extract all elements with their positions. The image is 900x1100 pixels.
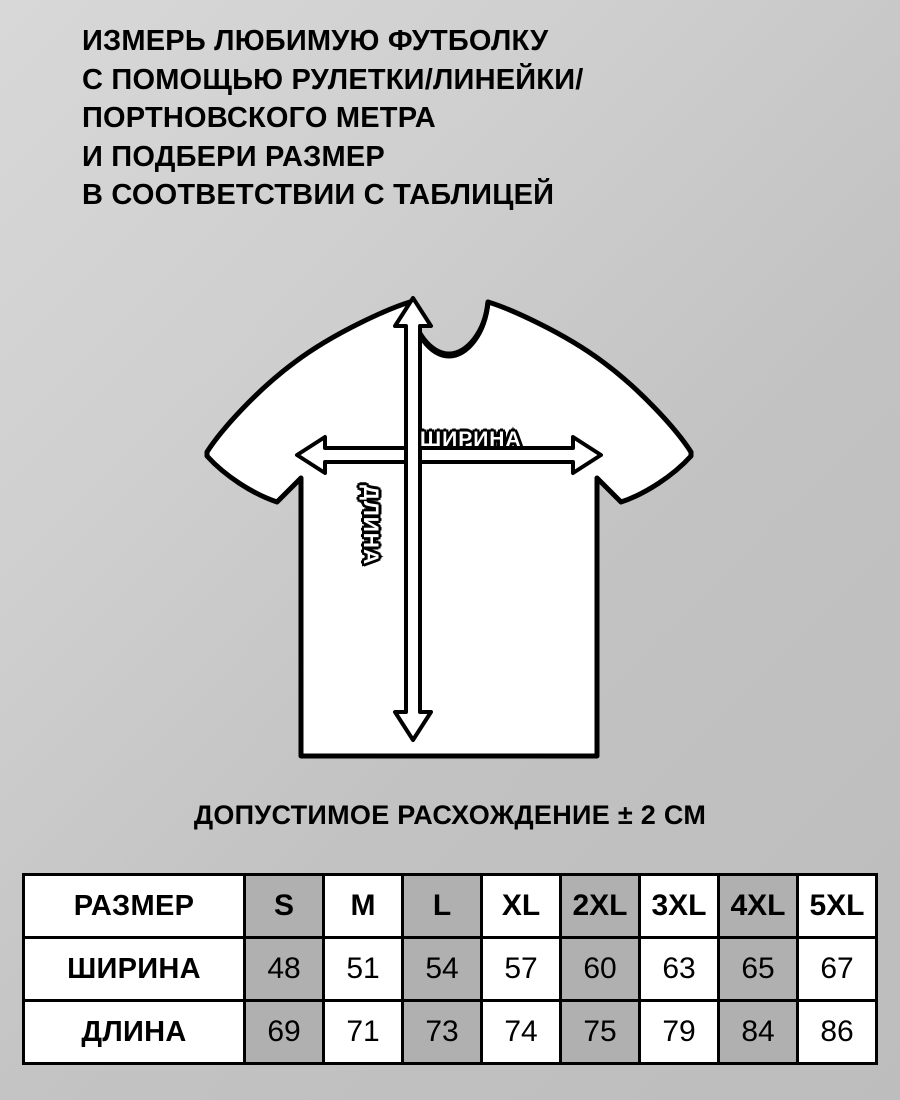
row-header-width: ШИРИНА: [24, 938, 245, 1001]
cell-size-4xl: 4XL: [719, 875, 798, 938]
row-header-size: РАЗМЕР: [24, 875, 245, 938]
cell-width-3xl: 63: [640, 938, 719, 1001]
length-dimension-label: ДЛИНА: [359, 485, 382, 566]
cell-width-5xl: 67: [798, 938, 877, 1001]
cell-length-l: 73: [403, 1001, 482, 1064]
cell-width-2xl: 60: [561, 938, 640, 1001]
headline-line-4: И ПОДБЕРИ РАЗМЕР: [82, 140, 385, 173]
cell-size-2xl: 2XL: [561, 875, 640, 938]
row-header-length: ДЛИНА: [24, 1001, 245, 1064]
cell-width-4xl: 65: [719, 938, 798, 1001]
page-title: [82, 22, 842, 215]
headline-line-2: С ПОМОЩЬЮ РУЛЕТКИ/ЛИНЕЙКИ/: [82, 63, 584, 96]
headline-line-1: ИЗМЕРЬ ЛЮБИМУЮ ФУТБОЛКУ: [82, 25, 549, 57]
cell-length-s: 69: [245, 1001, 324, 1064]
cell-size-xl: XL: [482, 875, 561, 938]
table-row: [24, 1001, 877, 1064]
cell-size-s: S: [245, 875, 324, 938]
cell-width-l: 54: [403, 938, 482, 1001]
headline-line-3: ПОРТНОВСКОГО МЕТРА: [82, 102, 436, 135]
size-table-container: [22, 873, 878, 1065]
cell-length-5xl: 86: [798, 1001, 877, 1064]
tshirt-diagram: [185, 280, 715, 780]
table-row: [24, 938, 877, 1001]
width-dimension-label: ШИРИНА: [420, 428, 522, 451]
cell-size-l: L: [403, 875, 482, 938]
cell-width-s: 48: [245, 938, 324, 1001]
headline-line-5: В СООТВЕТСТВИИ С ТАБЛИЦЕЙ: [82, 179, 555, 212]
cell-size-3xl: 3XL: [640, 875, 719, 938]
cell-length-m: 71: [324, 1001, 403, 1064]
tshirt-icon: [185, 280, 715, 780]
cell-width-m: 51: [324, 938, 403, 1001]
cell-length-xl: 74: [482, 1001, 561, 1064]
cell-size-5xl: 5XL: [798, 875, 877, 938]
cell-length-4xl: 84: [719, 1001, 798, 1064]
cell-size-m: M: [324, 875, 403, 938]
cell-width-xl: 57: [482, 938, 561, 1001]
cell-length-3xl: 79: [640, 1001, 719, 1064]
table-row: [24, 875, 877, 938]
tolerance-note: ДОПУСТИМОЕ РАСХОЖДЕНИЕ ± 2 СМ: [193, 800, 707, 830]
size-table: [22, 873, 878, 1065]
cell-length-2xl: 75: [561, 1001, 640, 1064]
